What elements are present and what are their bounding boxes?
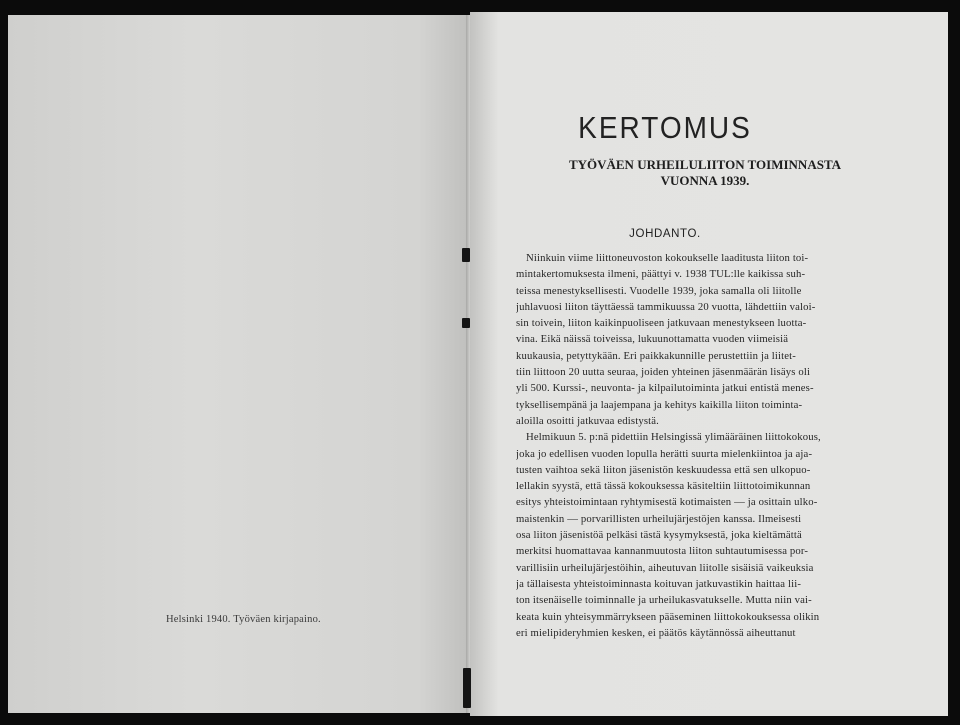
text-line: ja tällaisesta yhteistoiminnasta koituvan jatkuvastikin haittaa lii- — [516, 577, 802, 590]
text-line: osa liiton jäsenistöä pelkäsi tästä kysymyksestä, joka kieltämättä — [516, 529, 802, 542]
text-line: sin toivein, liiton kaikinpuoliseen jatkuvaan menestykseen luotta- — [516, 317, 807, 330]
text-line: Helmikuun 5. p:nä pidettiin Helsingissä ylimääräinen liittokokous, — [526, 431, 821, 444]
text-line: yli 500. Kurssi-, neuvonta- ja kilpailutoiminta jatkui entistä menes- — [516, 382, 814, 395]
binding-mark-bottom — [463, 668, 471, 708]
text-line: keata kuin yhteisymmärrykseen pääseminen liittokokouksessa olikin — [516, 610, 820, 623]
text-line: kuukausia, petyttykään. Eri paikkakunnille perustettiin ja liitet- — [516, 349, 796, 362]
text-line: Niinkuin viime liittoneuvoston kokoukselle laaditusta liiton toi- — [526, 252, 809, 264]
text-line: ton itsenäiselle toiminnalle ja urheilukasvatukselle. Mutta niin vai- — [516, 594, 812, 607]
binding-mark-top — [462, 248, 470, 262]
text-line: teissa menestyksellisesti. Vuodelle 1939, joka samalla oli liitolle — [516, 284, 802, 297]
text-line: eri mielipideryhmien kesken, ei päätös käytännössä aiheuttanut — [516, 626, 796, 639]
text-line: juhlavuosi liiton täyttäessä tammikuussa 20 vuotta, lähdettiin valoi- — [516, 300, 816, 313]
subtitle-line-1: TYÖVÄEN URHEILULIITON TOIMINNASTA — [568, 157, 842, 172]
text-line: tyksellisempänä ja laajempana ja kehitys kaikilla liiton toiminta- — [516, 398, 803, 411]
text-line: joka jo edellisen vuoden lopulla herätti suurta mielenkiintoa ja aja- — [516, 447, 813, 460]
text-line: tiin liittoon 20 uutta seuraa, joiden yhteinen jäsenmäärän lisäys oli — [516, 366, 811, 379]
body-text — [516, 250, 878, 641]
left-page — [8, 15, 474, 713]
text-line: tusten vaihtoa sekä liiton jäsenistön keskuudessa että sen ulkopuo- — [516, 463, 811, 476]
text-line: maistenkin — porvarillisten urheilujärjestöjen kanssa. Ilmeisesti — [516, 512, 802, 525]
text-line: lellakin syystä, että tässä kokouksessa käsiteltiin liittotoimikunnan — [516, 480, 811, 493]
document-title: KERTOMUS — [578, 110, 752, 145]
text-line: merkitsi huomattavaa kannanmuutosta liiton suhtautumisessa por- — [516, 545, 809, 558]
subtitle-line-2: VUONNA 1939. — [660, 173, 750, 188]
text-line: varillisiin urheilujärjestöihin, aiheutuvan liitolle sisäisiä vaikeuksia — [516, 561, 814, 574]
binding-mark-mid — [462, 318, 470, 328]
document-subtitle — [510, 157, 900, 189]
printer-imprint: Helsinki 1940. Työväen kirjapaino. — [166, 614, 321, 625]
text-line: esitys yhteistoimintaan ryhtymisestä kotimaisten — ja osittain ulko- — [516, 496, 818, 509]
text-line: mintakertomuksesta ilmeni, päättyi v. 1938 TUL:lle kaikissa suh- — [516, 268, 806, 281]
text-line: vina. Eikä näissä toiveissa, lukuunottamatta vuoden viimeisiä — [516, 333, 789, 346]
section-heading: JOHDANTO. — [629, 228, 701, 240]
text-line: aloilla osoitti jatkuvaa edistystä. — [516, 414, 659, 427]
